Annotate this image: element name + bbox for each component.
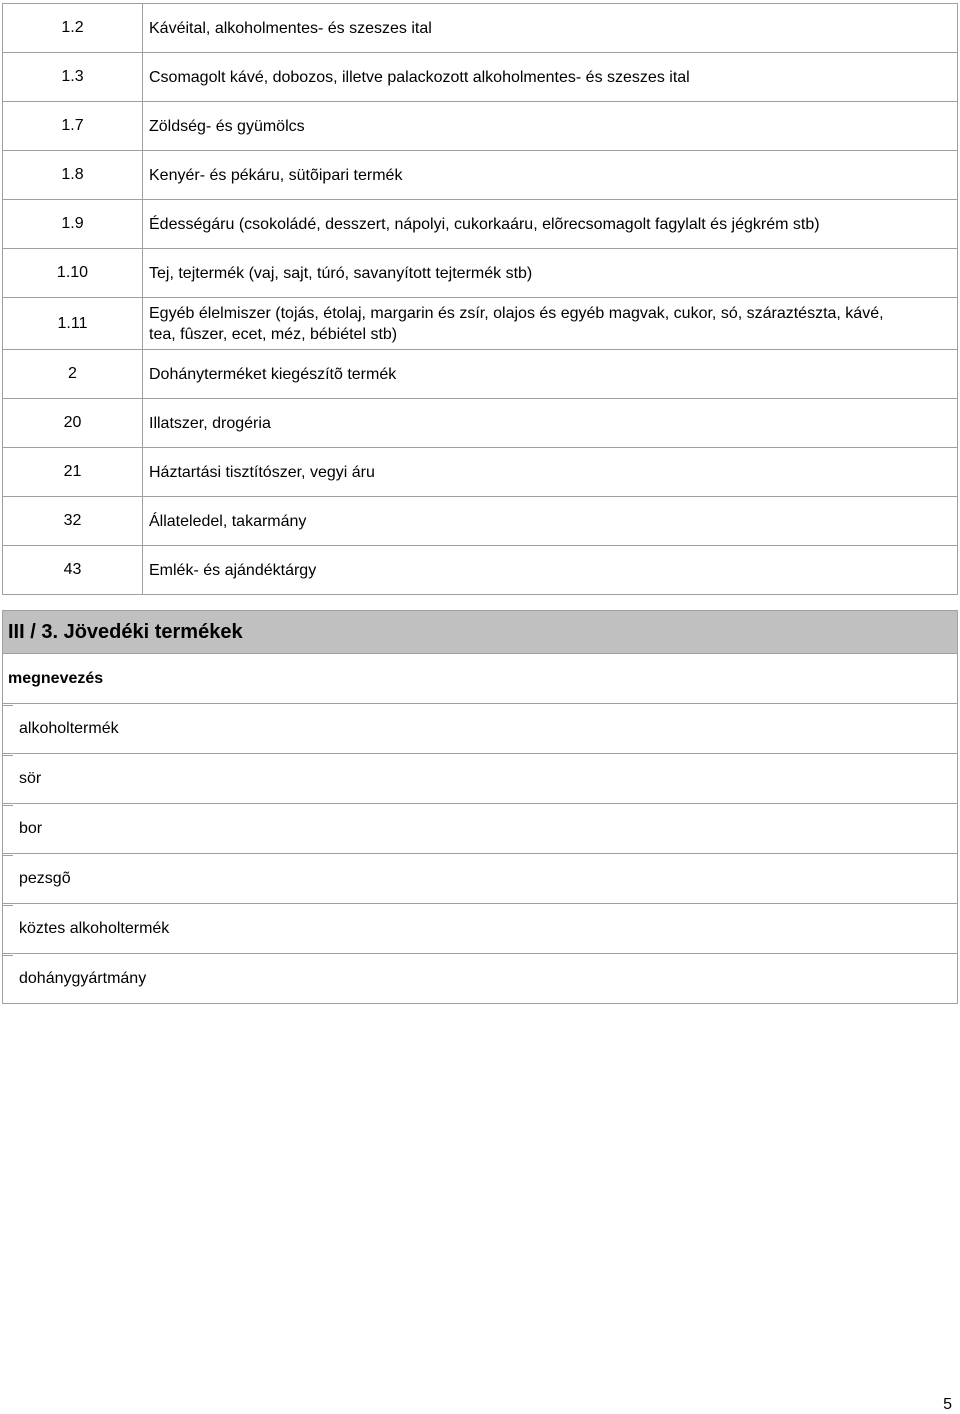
category-label: Egyéb élelmiszer (tojás, étolaj, margarin és zsír, olajos és egyéb magvak, cukor, só, száraztészta, kávé, tea, fûszer, ecet, méz, bébiétel stb) (149, 304, 884, 343)
item-label: sör (19, 769, 42, 787)
list-item (2, 904, 958, 954)
list-marker (3, 705, 13, 706)
category-code: 1.10 (3, 249, 143, 297)
table-row (2, 399, 958, 448)
category-code: 21 (3, 448, 143, 496)
item-label: bor (19, 819, 43, 837)
category-code: 1.11 (3, 298, 143, 349)
table-row (2, 53, 958, 102)
excise-section (2, 610, 958, 1004)
category-table (2, 3, 958, 595)
list-item (2, 754, 958, 804)
table-row (2, 497, 958, 546)
table-row (2, 200, 958, 249)
list-item (2, 954, 958, 1004)
item-label: köztes alkoholtermék (19, 919, 170, 937)
category-label: Emlék- és ajándéktárgy (149, 561, 317, 579)
category-code: 2 (3, 350, 143, 398)
item-label: alkoholtermék (19, 719, 119, 737)
category-label: Állateledel, takarmány (149, 512, 307, 530)
category-label: Kenyér- és pékáru, sütõipari termék (149, 166, 403, 184)
category-code: 32 (3, 497, 143, 545)
item-label: pezsgõ (19, 869, 71, 887)
category-label: Zöldség- és gyümölcs (149, 117, 305, 135)
category-label: Tej, tejtermék (vaj, sajt, túró, savanyított tejtermék stb) (149, 264, 533, 282)
category-label: Dohányterméket kiegészítõ termék (149, 365, 397, 383)
item-label: dohánygyártmány (19, 969, 147, 987)
category-code: 1.3 (3, 53, 143, 101)
list-marker (3, 905, 13, 906)
table-row (2, 102, 958, 151)
category-code: 43 (3, 546, 143, 594)
list-item (2, 804, 958, 854)
category-code: 1.2 (3, 4, 143, 52)
table-row (2, 249, 958, 298)
list-item (2, 854, 958, 904)
table-row (2, 151, 958, 200)
category-label: Illatszer, drogéria (149, 414, 271, 432)
page-number: 5 (943, 1396, 952, 1413)
table-row (2, 298, 958, 350)
category-code: 1.9 (3, 200, 143, 248)
category-code: 1.8 (3, 151, 143, 199)
section-subheader: megnevezés (2, 654, 958, 704)
table-row (2, 546, 958, 595)
category-label: Édességáru (csokoládé, desszert, nápolyi, cukorkaáru, elõrecsomagolt fagylalt és jégkrém stb) (149, 215, 820, 233)
list-marker (3, 755, 13, 756)
list-marker (3, 805, 13, 806)
category-label: Háztartási tisztítószer, vegyi áru (149, 463, 375, 481)
list-marker (3, 855, 13, 856)
category-label: Kávéital, alkoholmentes- és szeszes ital (149, 19, 432, 37)
category-label: Csomagolt kávé, dobozos, illetve palackozott alkoholmentes- és szeszes ital (149, 68, 690, 86)
table-row (2, 3, 958, 53)
category-code: 20 (3, 399, 143, 447)
table-row (2, 350, 958, 399)
category-code: 1.7 (3, 102, 143, 150)
list-marker (3, 955, 13, 956)
section-title: III / 3. Jövedéki termékek (2, 610, 958, 654)
table-row (2, 448, 958, 497)
list-item (2, 704, 958, 754)
